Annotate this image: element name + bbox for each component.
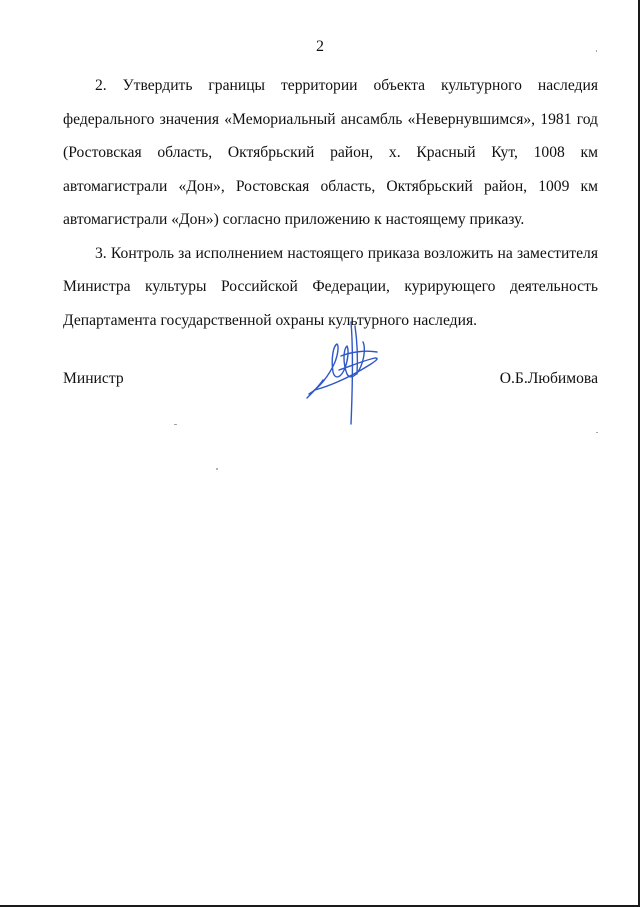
signatory-name: О.Б.Любимова (499, 370, 598, 387)
scan-speck (596, 432, 598, 433)
scan-speck (216, 468, 218, 470)
paragraph-2: 2. Утвердить границы территории объекта культурного наследия федерального значения «Мемориальный ансамбль «Невернувшимся», 1981 год (Ростовская область, Октябрьский район, х. Красный Кут, 1008 км автомагистрали «Дон», Ростовская область, Октябрьский район, 1009 км автомагистрали «Дон») согласно приложению к настоящему приказу. (63, 77, 598, 228)
scan-speck (174, 424, 177, 425)
paragraph-3: 3. Контроль за исполнением настоящего приказа возложить на заместителя Министра культуры Российской Федерации, курирующего деятельность Департамента государственной охраны культурного наследия. (63, 244, 598, 329)
scan-speck (596, 50, 597, 52)
signatory-title: Министр (63, 370, 124, 387)
page-number: 2 (316, 38, 324, 55)
document-body (63, 69, 598, 337)
signature-block (63, 370, 598, 400)
